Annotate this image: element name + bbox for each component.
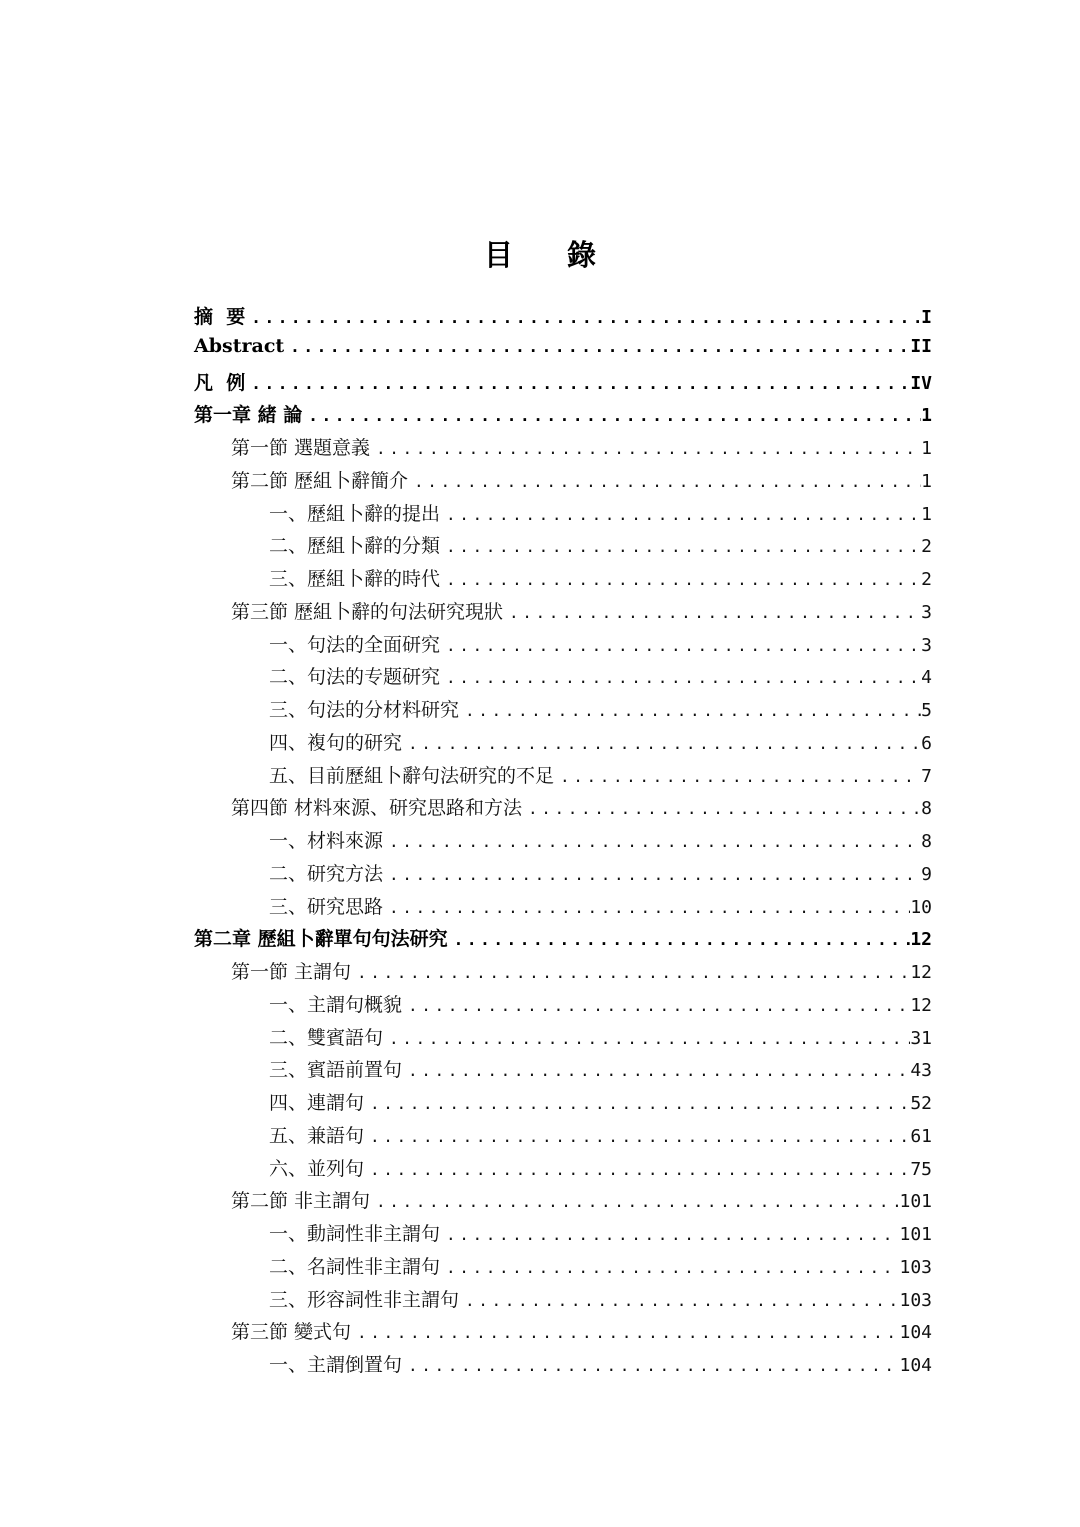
toc-dot-leader [440,505,921,524]
toc-page-number: 3 [921,634,932,656]
toc-entry-label: 第二節 歷組卜辭簡介 [231,469,409,492]
toc-page-number: 9 [921,863,932,885]
toc-subsection-entry[interactable] [194,531,932,564]
toc-subsection-entry[interactable] [194,859,932,892]
toc-dot-leader [302,406,921,425]
toc-subsection-entry[interactable] [194,1219,932,1252]
toc-page-number: 104 [899,1322,932,1344]
toc-page-number: 101 [899,1224,932,1245]
toc-dot-leader [440,537,921,556]
toc-dot-leader [370,1192,899,1211]
toc-dot-leader [351,1323,899,1342]
toc-subsection-entry[interactable] [194,1055,932,1088]
toc-dot-leader [503,603,921,622]
toc-page-number: 8 [921,831,932,852]
toc-entry-label: 第二節 非主謂句 [231,1190,371,1213]
toc-entry-label: 四、連謂句 [269,1092,365,1114]
toc-entry-label: 五、兼語句 [269,1124,365,1147]
toc-dot-leader [554,767,921,786]
toc-entry-label: 一、材料來源 [269,830,384,852]
toc-page-number: II [910,335,932,357]
toc-entry-label: 二、名詞性非主謂句 [269,1255,441,1278]
toc-entry-label: 三、研究思路 [269,895,384,918]
toc-entry-label: 二、歷組卜辭的分類 [269,535,441,558]
toc-entry-label: 凡 例 [194,371,246,394]
toc-page-number: 4 [921,667,932,689]
toc-page-number: 75 [910,1158,932,1180]
toc-page-number: 52 [910,1093,932,1114]
toc-entry-label: 三、句法的分材料研究 [269,699,460,721]
toc-dot-leader [402,734,921,753]
page-title: 目 錄 [483,238,619,272]
toc-page-number: 103 [899,1256,932,1278]
toc-subsection-entry[interactable] [194,1285,932,1318]
toc-subsection-entry[interactable] [194,630,932,663]
toc-entry-label: 一、歷組卜辭的提出 [269,502,441,525]
toc-dot-leader [245,374,910,393]
toc-page-number: 31 [910,1027,932,1049]
toc-dot-leader [440,668,921,687]
toc-page-number: 5 [921,700,932,721]
toc-dot-leader [448,930,911,949]
toc-section-entry[interactable] [194,597,932,630]
toc-dot-leader [402,1061,910,1080]
toc-entry-label: 第一章 緒 論 [194,404,303,427]
toc-page-number: 61 [910,1125,932,1147]
toc-page-number: 2 [921,569,932,590]
toc-page-number: 2 [921,536,932,558]
toc-entry-label: 三、賓語前置句 [269,1059,403,1082]
toc-subsection-entry[interactable] [194,499,932,532]
toc-page-number: 101 [899,1191,932,1213]
toc-entry-label: 四、複句的研究 [269,731,403,754]
toc-entry-label: 第一節 選題意義 [231,437,371,459]
toc-dot-leader [383,898,910,917]
toc-subsection-entry[interactable] [194,826,932,859]
toc-dot-leader [284,337,910,356]
toc-page-number: 1 [921,405,932,427]
toc-subsection-entry[interactable] [194,1121,932,1154]
toc-page-number: I [921,307,932,328]
toc-entry-label: 二、研究方法 [269,862,384,885]
toc-page-number: 3 [921,601,932,623]
toc-entry-label: 六、並列句 [269,1157,365,1180]
toc-dot-leader [383,832,921,851]
toc-subsection-entry[interactable] [194,1088,932,1121]
toc-section-entry[interactable] [194,466,932,499]
toc-dot-leader [402,1356,899,1375]
toc-entry-label: 二、雙賓語句 [269,1026,384,1049]
toc-dot-leader [351,963,910,982]
toc-page-number: 1 [921,470,932,492]
toc-entry-label: 第二章 歷組卜辭單句句法研究 [194,928,448,951]
toc-chapter-entry[interactable] [194,400,932,433]
toc-section-entry[interactable] [194,1186,932,1219]
toc-page-number: IV [910,372,932,394]
toc-subsection-entry[interactable] [194,1154,932,1187]
toc-page-number: 12 [910,994,932,1016]
toc-dot-leader [245,308,921,327]
toc-entry-label: 第三節 歷組卜辭的句法研究現狀 [231,600,504,623]
toc-entry-label: 第四節 材料來源、研究思路和方法 [231,797,523,820]
toc-section-entry[interactable] [194,957,932,990]
toc-section-entry[interactable] [194,793,932,826]
toc-page-number: 6 [921,732,932,754]
toc-page-number: 103 [899,1289,932,1311]
toc-chapter-entry[interactable] [194,302,932,335]
toc-entry-label: 五、目前歷組卜辭句法研究的不足 [269,764,555,787]
toc-page-number: 104 [899,1355,932,1376]
toc-entry-label: 三、歷組卜辭的時代 [269,568,441,590]
toc-dot-leader [383,1029,910,1048]
toc-entry-label: 摘 要 [194,306,246,328]
toc-subsection-entry[interactable] [194,1252,932,1285]
toc-entry-label: 一、主謂倒置句 [269,1354,403,1376]
toc-dot-leader [364,1127,910,1146]
toc-page-number: 1 [921,438,932,459]
toc-page-number: 43 [910,1060,932,1082]
toc-entry-label: 一、句法的全面研究 [269,633,441,656]
toc-page-number: 8 [921,798,932,820]
toc-entry-label: 第三節 變式句 [231,1321,352,1344]
toc-dot-leader [402,996,910,1015]
toc-chapter-entry[interactable] [194,368,932,401]
toc-subsection-entry[interactable] [194,761,932,794]
toc-subsection-entry[interactable] [194,662,932,695]
toc-entry-label: 第一節 主謂句 [231,961,352,983]
toc-subsection-entry[interactable] [194,695,932,728]
toc-entry-label: Abstract [194,334,285,357]
toc-dot-leader [459,1291,899,1310]
toc-dot-leader [440,636,921,655]
toc-entry-label: 三、形容詞性非主謂句 [269,1288,460,1311]
toc-page-number: 10 [910,896,932,918]
toc-dot-leader [370,439,921,458]
toc-chapter-entry[interactable] [194,335,932,368]
toc-dot-leader [522,799,921,818]
toc-dot-leader [440,1225,899,1244]
table-of-contents [194,302,932,1383]
toc-page-number: 12 [910,962,932,983]
toc-dot-leader [364,1094,910,1113]
toc-page-number: 12 [910,929,932,951]
toc-dot-leader [408,472,921,491]
toc-section-entry[interactable] [194,1317,932,1350]
toc-dot-leader [440,570,921,589]
toc-entry-label: 一、主謂句概貌 [269,993,403,1016]
toc-dot-leader [383,865,921,884]
toc-dot-leader [440,1258,899,1277]
toc-entry-label: 一、動詞性非主謂句 [269,1223,441,1245]
toc-dot-leader [459,701,921,720]
toc-page-number: 1 [921,503,932,525]
toc-subsection-entry[interactable] [194,728,932,761]
toc-subsection-entry[interactable] [194,564,932,597]
toc-page-number: 7 [921,765,932,787]
toc-subsection-entry[interactable] [194,1023,932,1056]
toc-chapter-entry[interactable] [194,924,932,957]
toc-subsection-entry[interactable] [194,1350,932,1383]
toc-dot-leader [364,1160,910,1179]
toc-subsection-entry[interactable] [194,892,932,925]
toc-subsection-entry[interactable] [194,990,932,1023]
toc-section-entry[interactable] [194,433,932,466]
toc-entry-label: 二、句法的专题研究 [269,666,441,689]
